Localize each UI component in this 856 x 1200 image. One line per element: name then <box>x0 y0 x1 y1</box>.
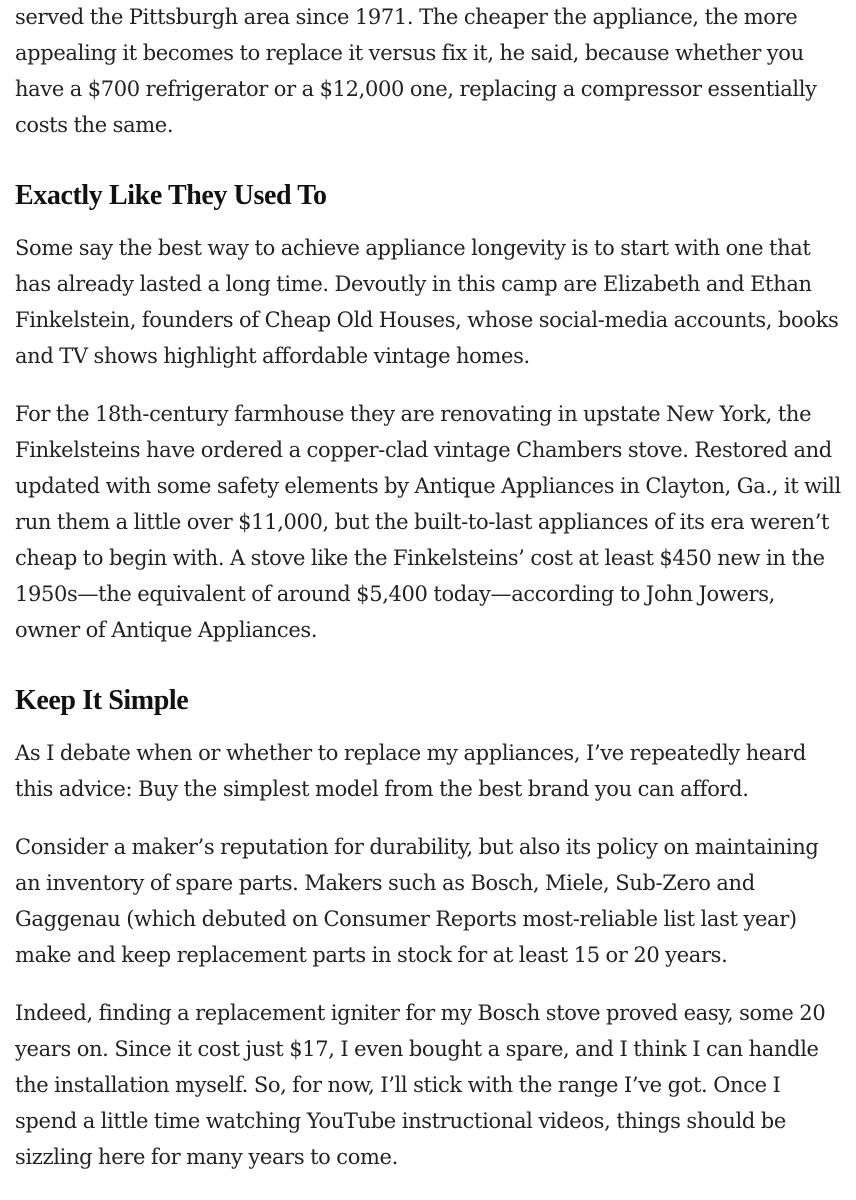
article-paragraph: Some say the best way to achieve appliance longevity is to start with one that has already lasted a long time. Devoutly in this camp are Elizabeth and Ethan Finkelstein, founders of Cheap Old Houses, whose social-media accounts, books and TV shows highlight affordable vintage homes. <box>15 236 839 368</box>
article-paragraph: Consider a maker’s reputation for durability, but also its policy on maintaining an inventory of spare parts. Makers such as Bosch, Miele, Sub-Zero and Gaggenau (which debuted on Consumer Reports most-reliable list last year) make and keep replacement parts in stock for at least 15 or 20 years. <box>15 835 819 967</box>
article-body <box>15 0 841 1197</box>
article-paragraph: For the 18th-century farmhouse they are renovating in upstate New York, the Finkelsteins have ordered a copper-clad vintage Chambers stove. Restored and updated with some safety elements by Antique Appliances in Clayton, Ga., it will run them a little over $11,000, but the built-to-last appliances of its era weren’t cheap to begin with. A stove like the Finkelsteins’ cost at least $450 new in the 1950s—the equivalent of around $5,400 today—according to John Jowers, owner of Antique Appliances. <box>15 402 841 642</box>
section-heading: Exactly Like They Used To <box>15 180 327 211</box>
section-heading: Keep It Simple <box>15 685 189 716</box>
article-paragraph: served the Pittsburgh area since 1971. The cheaper the appliance, the more appealing it becomes to replace it versus fix it, he said, because whether you have a $700 refrigerator or a $12,000 one, replacing a compressor essentially costs the same. <box>15 5 817 137</box>
article-paragraph: As I debate when or whether to replace my appliances, I’ve repeatedly heard this advice: Buy the simplest model from the best brand you can afford. <box>15 741 806 801</box>
article-paragraph: Indeed, finding a replacement igniter for my Bosch stove proved easy, some 20 years on. Since it cost just $17, I even bought a spare, and I think I can handle the installation myself. So, for now, I’ll stick with the range I’ve got. Once I spend a little time watching YouTube instructional videos, things should be sizzling here for many years to come. <box>15 1001 826 1169</box>
